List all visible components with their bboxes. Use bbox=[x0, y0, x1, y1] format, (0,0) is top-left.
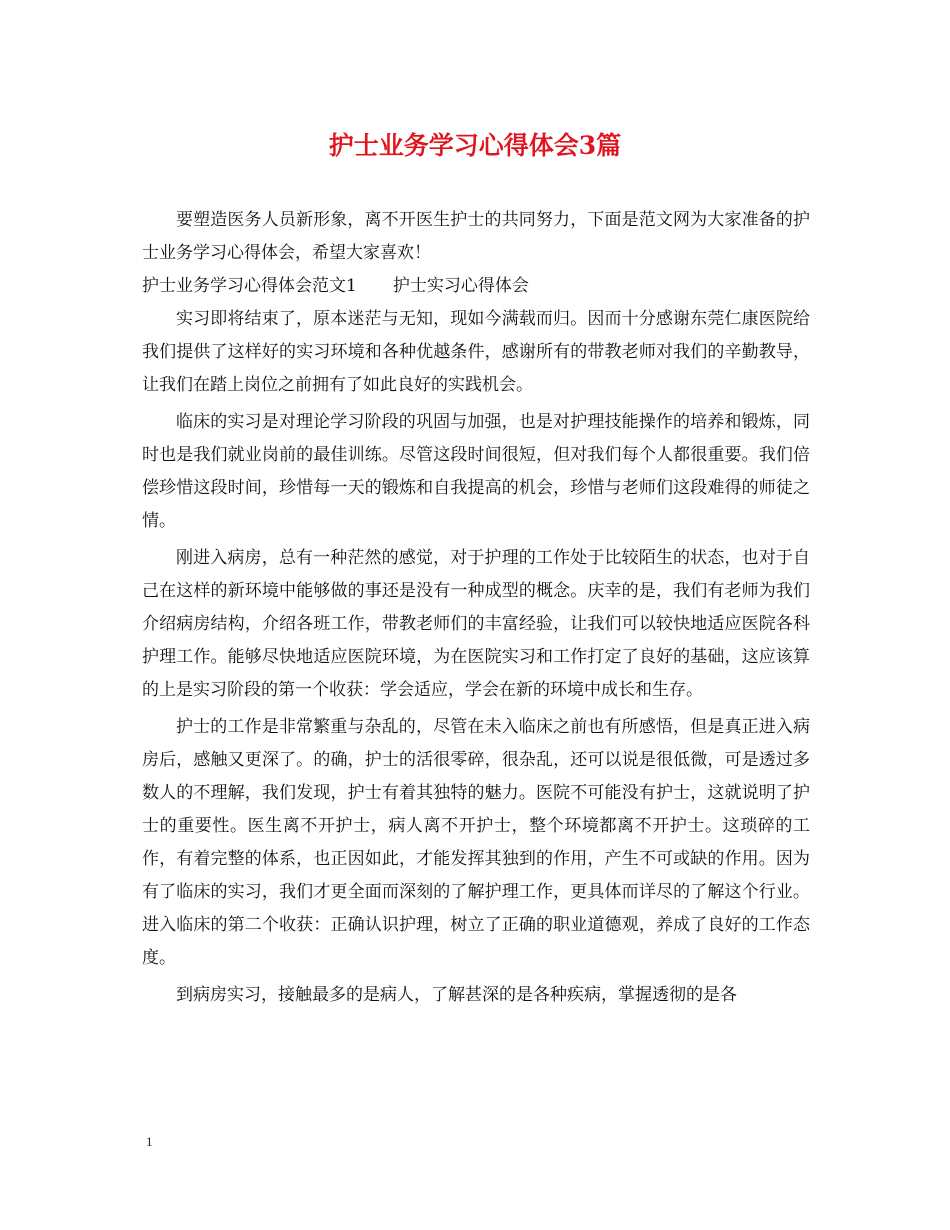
section-title: 护士实习心得体会 bbox=[392, 276, 529, 296]
section-label: 护士业务学习心得体会范文1 bbox=[142, 276, 357, 296]
body-paragraph-1: 实习即将结束了，原本迷茫与无知，现如今满载而归。因而十分感谢东莞仁康医院给我们提供了这样好的实习环境和各种优越条件，感谢所有的带教老师对我们的辛勤教导，让我们在踏上岗位之前拥有了如此良好的实践机会。 bbox=[142, 309, 810, 395]
page-number: 1 bbox=[146, 1134, 153, 1149]
document-title: 护士业务学习心得体会3篇 bbox=[328, 131, 622, 160]
intro-paragraph: 要塑造医务人员新形象，离不开医生护士的共同努力，下面是范文网为大家准备的护士业务学习心得体会，希望大家喜欢！ bbox=[142, 210, 810, 263]
body-paragraph-2: 临床的实习是对理论学习阶段的巩固与加强，也是对护理技能操作的培养和锻炼，同时也是我们就业岗前的最佳训练。尽管这段时间很短，但对我们每个人都很重要。我们倍偿珍惜这段时间，珍惜每一天的锻炼和自我提高的机会，珍惜与老师们这段难得的师徒之情。 bbox=[142, 412, 810, 531]
body-paragraph-4: 护士的工作是非常繁重与杂乱的，尽管在未入临床之前也有所感悟，但是真正进入病房后，感触又更深了。的确，护士的活很零碎，很杂乱，还可以说是很低微，可是透过多数人的不理解，我们发现，护士有着其独特的魅力。医院不可能没有护士，这就说明了护士的重要性。医生离不开护士，病人离不开护士，整个环境都离不开护士。这琐碎的工作，有着完整的体系，也正因如此，才能发挥其独到的作用，产生不可或缺的作用。因为有了临床的实习，我们才更全面而深刻的了解护理工作，更具体而详尽的了解这个行业。进入临床的第二个收获：正确认识护理，树立了正确的职业道德观，养成了良好的工作态度。 bbox=[142, 717, 810, 968]
body-paragraph-5: 到病房实习，接触最多的是病人，了解甚深的是各种疾病，掌握透彻的是各 bbox=[176, 985, 737, 1005]
body-paragraph-3: 刚进入病房，总有一种茫然的感觉，对于护理的工作处于比较陌生的状态，也对于自己在这样的新环境中能够做的事还是没有一种成型的概念。庆幸的是，我们有老师为我们介绍病房结构，介绍各班工作，带教老师们的丰富经验，让我们可以较快地适应医院各科护理工作。能够尽快地适应医院环境，为在医院实习和工作打定了良好的基础，这应该算的上是实习阶段的第一个收获：学会适应，学会在新的环境中成长和生存。 bbox=[142, 548, 810, 700]
document-body bbox=[142, 204, 810, 1012]
section-heading bbox=[142, 270, 810, 303]
